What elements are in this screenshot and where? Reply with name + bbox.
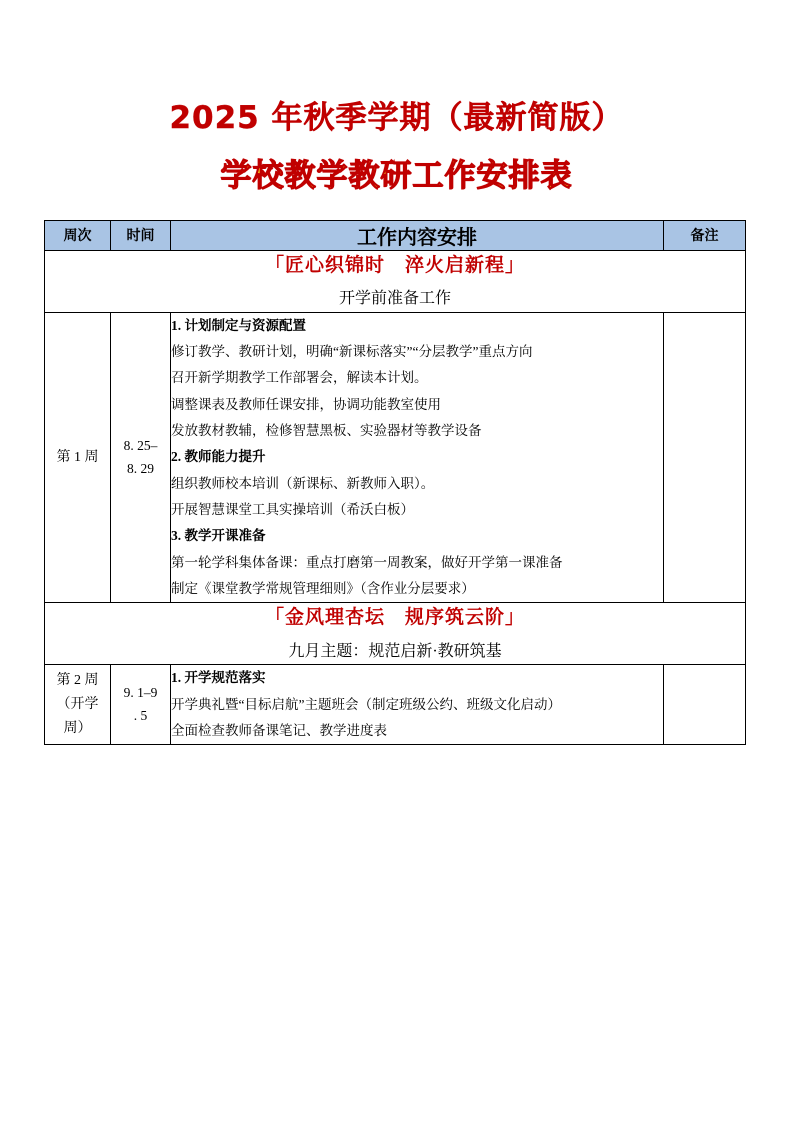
schedule-table [44, 220, 746, 746]
content-heading: 2. 教师能力提升 [171, 449, 266, 465]
content-line: 开展智慧课堂工具实操培训（希沃白板） [171, 501, 414, 517]
page-title-main: 2025 年秋季学期（最新简版） [169, 100, 624, 136]
content-heading: 1. 开学规范落实 [171, 670, 266, 686]
row-week-line3: 周） [63, 720, 92, 736]
table-row [45, 665, 746, 745]
content-line: 全面检查教师备课笔记、教学进度表 [171, 722, 387, 738]
row-note [664, 312, 746, 602]
content-line: 修订教学、教研计划，明确“新课标落实”“分层教学”重点方向 [171, 344, 533, 360]
row-time-line1: 9. 1–9 [123, 684, 158, 700]
content-line: 开学典礼暨“目标启航”主题班会（制定班级公约、班级文化启动） [171, 696, 561, 712]
content-heading: 1. 计划制定与资源配置 [171, 317, 306, 333]
content-line: 发放教材教辅，检修智慧黑板、实验器材等教学设备 [171, 423, 482, 439]
row-time [111, 665, 171, 745]
section-banner-cell-1 [45, 250, 746, 312]
row-week [45, 665, 111, 745]
header-time: 时间 [111, 220, 171, 250]
row-week: 第 1 周 [45, 312, 111, 602]
header-content: 工作内容安排 [171, 220, 664, 250]
section-banner-cell-2 [45, 603, 746, 665]
content-line: 调整课表及教师任课安排，协调功能教室使用 [171, 396, 441, 412]
header-week: 周次 [45, 220, 111, 250]
row-week-line1: 第 2 周 [56, 673, 99, 689]
section-banner-row [45, 250, 746, 312]
content-line: 组织教师校本培训（新课标、新教师入职）。 [171, 475, 435, 491]
header-note: 备注 [664, 220, 746, 250]
section-banner-row [45, 603, 746, 665]
content-line: 召开新学期教学工作部署会，解读本计划。 [171, 370, 428, 386]
title-block [44, 98, 749, 198]
row-content [171, 312, 664, 602]
content-heading: 3. 教学开课准备 [171, 528, 266, 544]
table-row [45, 312, 746, 602]
row-content [171, 665, 664, 745]
row-note [664, 665, 746, 745]
table-header-row [45, 220, 746, 250]
section-banner-title: 「匠心织锦时 淬火启新程」 [264, 253, 525, 276]
content-line: 制定《课堂教学常规管理细则》（含作业分层要求） [171, 580, 475, 596]
section-banner-subtitle: 九月主题：规范启新·教研筑基 [288, 642, 502, 660]
row-time-line2: . 5 [133, 707, 148, 723]
page-title-sub: 学校教学教研工作安排表 [220, 157, 573, 194]
content-line: 第一轮学科集体备课：重点打磨第一周教案，做好开学第一课准备 [171, 554, 563, 570]
section-banner-subtitle: 开学前准备工作 [338, 290, 451, 308]
row-time-line1: 8. 25– [123, 437, 158, 453]
section-banner-title: 「金风理杏坛 规序筑云阶」 [264, 606, 525, 629]
row-time-line2: 8. 29 [127, 460, 154, 476]
row-week-line2: （开学 [56, 696, 99, 712]
row-time [111, 312, 171, 602]
